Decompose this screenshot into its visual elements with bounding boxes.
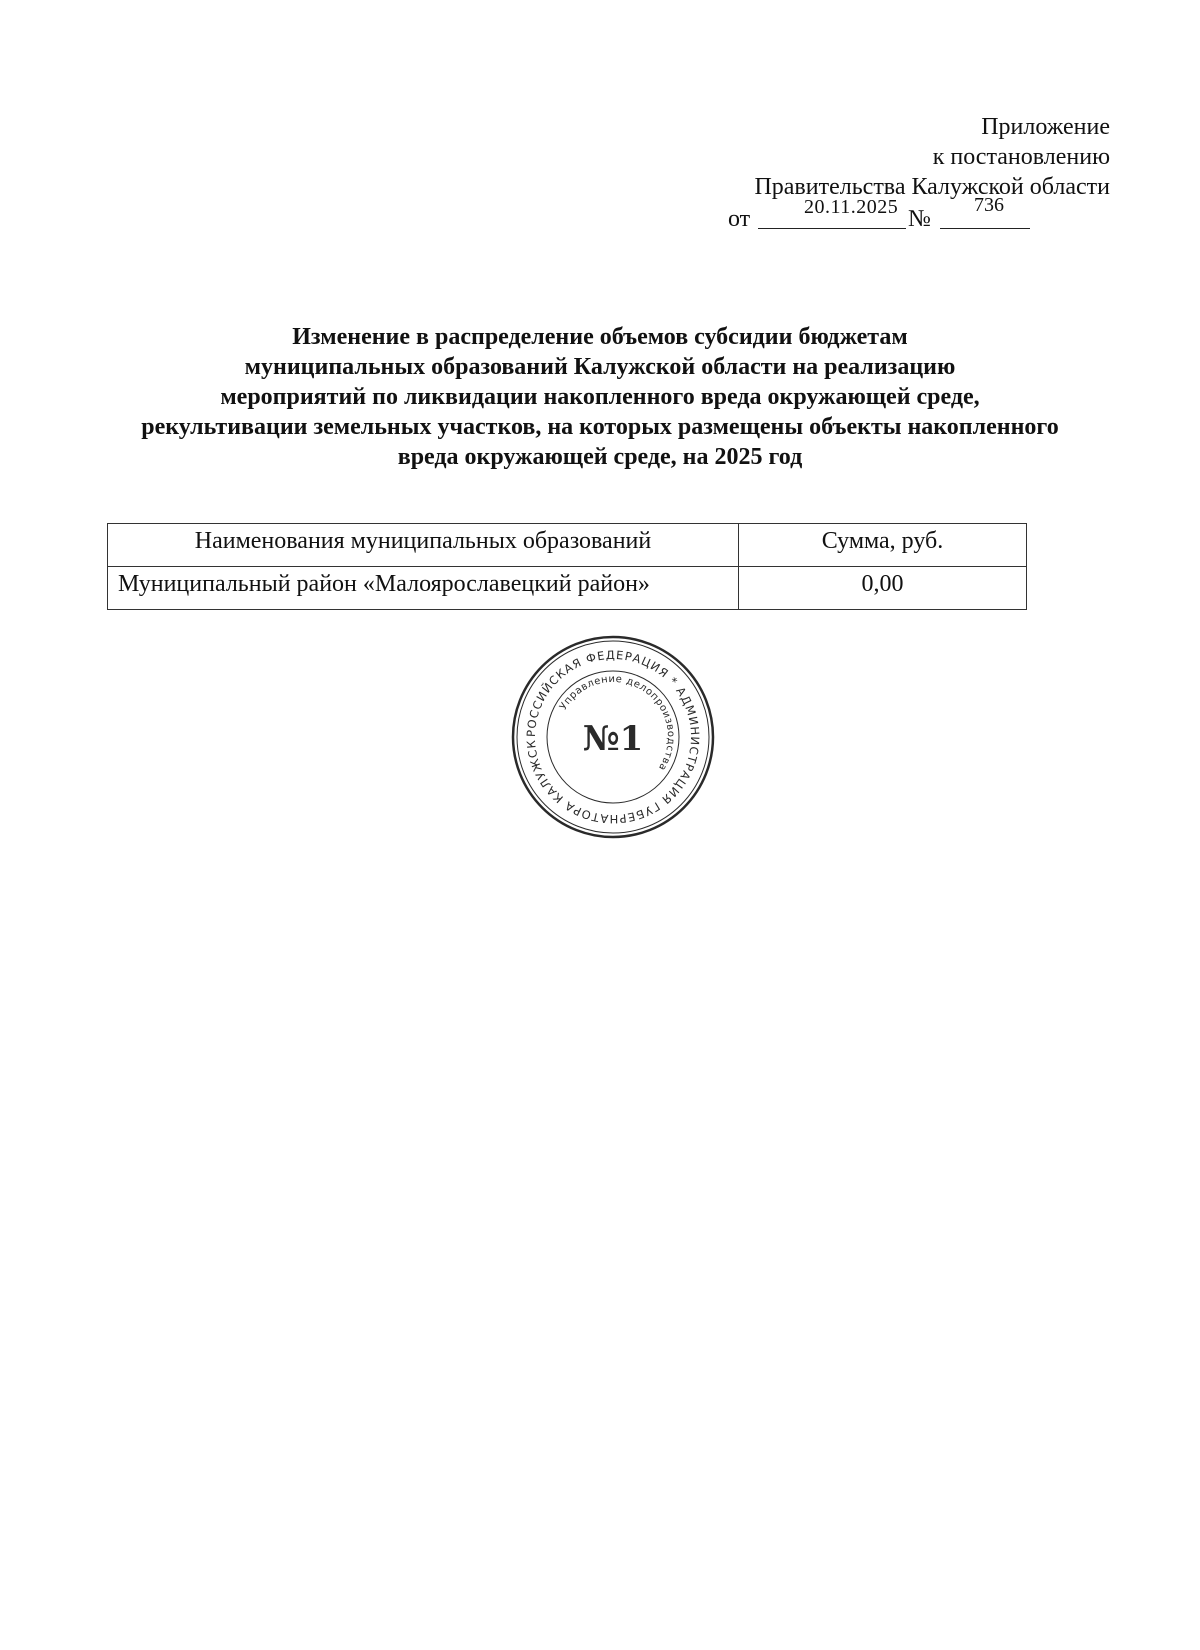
title-line-5: вреда окружающей среде, на 2025 год: [397, 444, 803, 470]
seal-outer-text: РОССИЙСКАЯ ФЕДЕРАЦИЯ * АДМИНИСТРАЦИЯ ГУБЕРНАТОРА КАЛУЖСК: [523, 647, 703, 827]
resolution-date-number: [728, 194, 1048, 234]
document-title: [60, 322, 1140, 472]
date-underline: [758, 228, 906, 229]
resolution-number: 736: [974, 194, 1004, 216]
table-cell-municipality: Муниципальный район «Малоярославецкий район»: [108, 567, 739, 610]
annex-line-2: к постановлению: [932, 144, 1110, 170]
table-header-row: [108, 524, 1027, 567]
title-line-4: рекультивации земельных участков, на которых размещены объекты накопленного: [141, 414, 1059, 440]
official-seal: [508, 632, 718, 842]
subsidy-table: [107, 523, 1027, 610]
title-line-1: Изменение в распределение объемов субсидии бюджетам: [292, 324, 908, 350]
seal-inner-text: Управление делопроизводства: [557, 673, 677, 773]
table-row: [108, 567, 1027, 610]
seal-stamp-image: [508, 632, 718, 842]
ot-label: от: [728, 206, 751, 232]
annex-line-1: Приложение: [981, 114, 1110, 140]
table-header-cell: Наименования муниципальных образований: [108, 524, 739, 567]
title-line-3: мероприятий по ликвидации накопленного вреда окружающей среде,: [220, 384, 980, 410]
table-header-cell: Сумма, руб.: [739, 524, 1027, 567]
annex-line-3: Правительства Калужской области: [754, 174, 1110, 200]
annex-header: [754, 112, 1110, 202]
title-line-2: муниципальных образований Калужской области на реализацию: [244, 354, 956, 380]
number-underline: [940, 228, 1030, 229]
number-label: №: [908, 206, 931, 232]
seal-center-number: №1: [582, 719, 644, 759]
resolution-date: 20.11.2025: [804, 196, 899, 218]
table-cell-amount: 0,00: [739, 567, 1027, 610]
